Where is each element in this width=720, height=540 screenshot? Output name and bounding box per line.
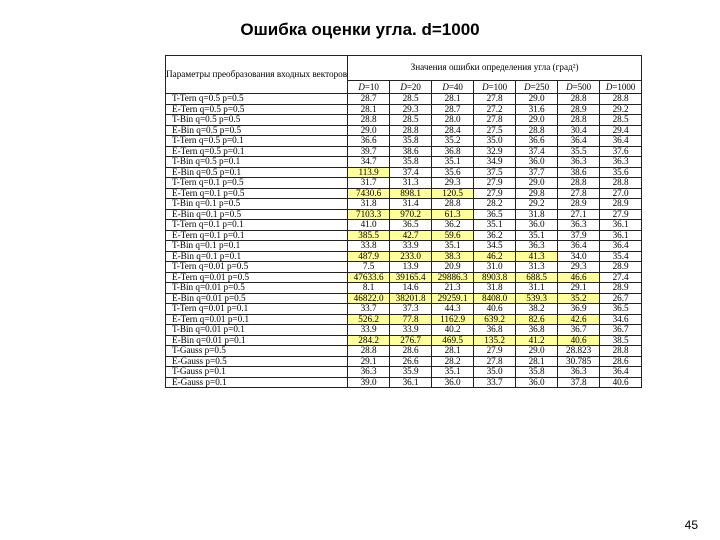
error-cell: 31.6 [516,104,558,115]
error-cell: 28.9 [558,199,600,210]
table-row [166,377,642,388]
error-cell-highlighted: 40.6 [558,335,600,346]
table-row [166,325,642,336]
dimension-value: =40 [448,81,463,92]
error-cell: 28.1 [348,104,390,115]
row-label: T-Tern q=0.1 p=0.5 [166,178,348,189]
table-row [166,314,642,325]
row-label: E-Bin q=0.01 p=0.1 [166,335,348,346]
error-cell: 29.3 [390,104,432,115]
error-cell: 37.8 [558,377,600,388]
error-cell-highlighted: 8408.0 [474,293,516,304]
error-cell: 36.4 [558,136,600,147]
error-cell: 34.9 [474,157,516,168]
error-cell: 36.4 [600,136,642,147]
error-cell: 36.4 [558,241,600,252]
error-cell: 28.8 [600,94,642,105]
error-cell: 36.1 [390,377,432,388]
table-row [166,188,642,199]
row-label: T-Bin q=0.5 p=0.1 [166,157,348,168]
table-row [166,367,642,378]
error-cell: 29.1 [558,283,600,294]
error-cell-highlighted: 135.2 [474,335,516,346]
table-row [166,136,642,147]
error-cell: 28.5 [390,115,432,126]
error-cell: 35.6 [600,167,642,178]
error-cell: 36.1 [600,230,642,241]
error-cell: 36.4 [600,241,642,252]
table-row [166,346,642,357]
error-cell: 35.8 [516,367,558,378]
error-cell-highlighted: 7103.3 [348,209,390,220]
error-cell: 40.6 [474,304,516,315]
error-cell: 34.7 [348,157,390,168]
error-cell: 28.9 [558,104,600,115]
error-cell-highlighted: 970.2 [390,209,432,220]
error-cell: 31.0 [474,262,516,273]
error-cell: 29.3 [432,178,474,189]
error-cell: 30.4 [558,125,600,136]
table-row [166,220,642,231]
table-row [166,356,642,367]
error-cell: 35.9 [390,367,432,378]
error-cell: 35.0 [474,367,516,378]
error-cell: 35.4 [600,251,642,262]
error-cell: 28.4 [432,125,474,136]
table-body [166,94,642,388]
error-cell: 27.9 [474,346,516,357]
error-cell-highlighted: 8903.8 [474,272,516,283]
error-cell: 38.2 [516,304,558,315]
error-cell: 21.3 [432,283,474,294]
error-cell-highlighted: 284.2 [348,335,390,346]
error-cell: 14.6 [390,283,432,294]
error-cell: 33.9 [390,241,432,252]
error-cell: 31.3 [516,262,558,273]
error-cell: 33.9 [348,325,390,336]
error-cell: 26.7 [600,293,642,304]
row-label: E-Bin q=0.01 p=0.5 [166,293,348,304]
error-cell: 28.6 [390,346,432,357]
error-cell: 44.3 [432,304,474,315]
results-table [165,55,642,388]
error-cell: 8.1 [348,283,390,294]
error-cell: 41.0 [348,220,390,231]
error-cell-highlighted: 46822.0 [348,293,390,304]
error-cell: 36.2 [474,230,516,241]
error-cell: 28.7 [348,94,390,105]
error-cell: 30.785 [558,356,600,367]
error-cell: 28.2 [474,199,516,210]
error-cell: 28.8 [390,125,432,136]
table-row [166,125,642,136]
error-cell: 34.6 [600,314,642,325]
page-number: 45 [684,518,698,532]
error-cell: 27.9 [600,209,642,220]
error-cell: 37.4 [390,167,432,178]
error-cell: 27.1 [558,209,600,220]
error-cell: 28.8 [348,346,390,357]
error-cell: 38.5 [600,335,642,346]
dimension-header-cell [600,81,642,94]
error-cell-highlighted: 35.2 [558,293,600,304]
dimension-value: =10 [364,81,379,92]
error-cell-highlighted: 41.2 [516,335,558,346]
error-cell: 28.8 [558,115,600,126]
error-cell-highlighted: 47633.6 [348,272,390,283]
error-cell-highlighted: 487.9 [348,251,390,262]
dimension-header-cell [474,81,516,94]
error-cell: 28.9 [600,199,642,210]
error-cell: 34.0 [558,251,600,262]
error-cell: 36.3 [600,157,642,168]
error-cell: 36.9 [558,304,600,315]
error-cell: 29.2 [516,199,558,210]
error-cell: 27.5 [474,125,516,136]
dimension-value: =100 [488,81,508,92]
table-row [166,283,642,294]
error-cell-highlighted: 59.6 [432,230,474,241]
error-cell-highlighted: 539.3 [516,293,558,304]
error-cell: 28.1 [432,346,474,357]
error-cell: 35.2 [432,136,474,147]
dimension-symbol: D [482,81,489,92]
error-cell: 28.8 [558,178,600,189]
error-cell: 28.8 [600,178,642,189]
table-row [166,241,642,252]
row-label: T-Tern q=0.1 p=0.1 [166,220,348,231]
error-cell: 13.9 [390,262,432,273]
table-row [166,272,642,283]
error-cell: 36.3 [558,367,600,378]
error-cell: 35.8 [390,157,432,168]
table-row [166,209,642,220]
error-cell: 27.8 [474,115,516,126]
error-cell: 28.8 [600,346,642,357]
error-cell: 26.6 [390,356,432,367]
error-cell: 36.0 [516,377,558,388]
error-cell: 28.5 [390,94,432,105]
dimension-header-cell [432,81,474,94]
error-cell-highlighted: 469.5 [432,335,474,346]
error-cell: 35.1 [432,367,474,378]
error-cell: 29.0 [516,94,558,105]
row-label: T-Bin q=0.1 p=0.1 [166,241,348,252]
error-cell: 35.1 [432,241,474,252]
error-cell: 36.0 [516,157,558,168]
error-cell: 33.7 [474,377,516,388]
error-cell: 36.3 [558,157,600,168]
error-cell-highlighted: 898.1 [390,188,432,199]
error-cell: 27.9 [474,178,516,189]
error-cell: 29.3 [558,262,600,273]
error-cell: 27.8 [474,94,516,105]
error-cell: 28.2 [432,356,474,367]
error-cell: 28.6 [600,356,642,367]
row-label: E-Tern q=0.01 p=0.1 [166,314,348,325]
dimension-value: =20 [406,81,421,92]
error-cell: 29.8 [516,188,558,199]
error-cell: 33.9 [390,325,432,336]
error-cell: 36.4 [600,367,642,378]
row-label: E-Bin q=0.5 p=0.5 [166,125,348,136]
error-cell: 28.9 [600,262,642,273]
error-cell: 36.1 [600,220,642,231]
table-row [166,94,642,105]
error-cell-highlighted: 77.8 [390,314,432,325]
row-label: T-Bin q=0.01 p=0.1 [166,325,348,336]
error-cell: 28.8 [432,199,474,210]
row-label: E-Bin q=0.1 p=0.5 [166,209,348,220]
error-cell: 33.8 [348,241,390,252]
error-cell: 37.7 [516,167,558,178]
error-cell: 35.0 [474,136,516,147]
table-row [166,115,642,126]
dimension-symbol: D [400,81,407,92]
error-cell-highlighted: 688.5 [516,272,558,283]
error-cell: 31.7 [348,178,390,189]
row-label: T-Tern q=0.01 p=0.5 [166,262,348,273]
error-cell: 40.6 [600,377,642,388]
error-cell: 29.0 [516,178,558,189]
error-cell: 36.3 [516,241,558,252]
error-cell: 37.5 [474,167,516,178]
error-cell: 36.2 [432,220,474,231]
slide-title: Ошибка оценки угла. d=1000 [240,20,480,39]
error-cell: 28.1 [516,356,558,367]
dimension-symbol: D [524,81,531,92]
error-cell: 35.1 [432,157,474,168]
error-cell: 31.3 [390,178,432,189]
error-cell: 38.6 [390,146,432,157]
error-cell: 35.6 [432,167,474,178]
error-cell: 36.8 [474,325,516,336]
error-cell: 36.3 [558,220,600,231]
row-label: T-Bin q=0.5 p=0.5 [166,115,348,126]
error-cell: 31.8 [474,283,516,294]
error-cell: 29.1 [348,356,390,367]
dimension-header-cell [390,81,432,94]
error-cell: 36.0 [432,377,474,388]
error-cell: 28.0 [432,115,474,126]
error-cell: 36.8 [516,325,558,336]
error-cell: 28.1 [432,94,474,105]
dimension-header-cell [516,81,558,94]
error-cell-highlighted: 61.3 [432,209,474,220]
error-cell: 27.9 [474,188,516,199]
dimension-header-cell [558,81,600,94]
error-cell: 35.5 [558,146,600,157]
row-label: E-Bin q=0.5 p=0.1 [166,167,348,178]
row-label: T-Gauss p=0.5 [166,346,348,357]
error-cell: 28.9 [600,283,642,294]
row-label: T-Tern q=0.01 p=0.1 [166,304,348,315]
row-label: T-Gauss p=0.1 [166,367,348,378]
error-cell-highlighted: 1162.9 [432,314,474,325]
table-row [166,146,642,157]
error-cell-highlighted: 276.7 [390,335,432,346]
error-cell: 7.5 [348,262,390,273]
table-row [166,157,642,168]
error-cell: 37.6 [600,146,642,157]
row-label: T-Bin q=0.1 p=0.5 [166,199,348,210]
header-params: Параметры преобразования входных векторов [166,56,348,94]
error-cell-highlighted: 42.7 [390,230,432,241]
dimension-symbol: D [566,81,573,92]
header-values: Значения ошибки определения угла (град²) [348,56,642,81]
dimension-value: =500 [572,81,592,92]
error-cell-highlighted: 7430.6 [348,188,390,199]
error-cell: 36.5 [390,220,432,231]
row-label: T-Bin q=0.01 p=0.5 [166,283,348,294]
table-row [166,251,642,262]
error-cell: 27.8 [558,188,600,199]
error-cell: 27.2 [474,104,516,115]
row-label: E-Tern q=0.5 p=0.5 [166,104,348,115]
table-row [166,335,642,346]
error-cell: 27.8 [474,356,516,367]
row-label: E-Tern q=0.1 p=0.1 [166,230,348,241]
error-cell-highlighted: 82.6 [516,314,558,325]
error-cell: 31.8 [348,199,390,210]
error-cell: 34.5 [474,241,516,252]
error-cell: 28.8 [516,125,558,136]
error-cell: 35.1 [516,230,558,241]
error-cell-highlighted: 120.5 [432,188,474,199]
error-cell-highlighted: 38201.8 [390,293,432,304]
row-label: E-Gauss p=0.1 [166,377,348,388]
error-cell: 31.8 [516,209,558,220]
table-row [166,262,642,273]
error-cell: 37.9 [558,230,600,241]
table-header-row [166,56,642,81]
error-cell-highlighted: 46.2 [474,251,516,262]
row-label: T-Tern q=0.5 p=0.1 [166,136,348,147]
error-cell-highlighted: 29259.1 [432,293,474,304]
results-table-container [165,55,642,388]
table-row [166,230,642,241]
row-label: E-Gauss p=0.5 [166,356,348,367]
error-cell: 36.6 [348,136,390,147]
error-cell-highlighted: 38.3 [432,251,474,262]
error-cell: 33.7 [348,304,390,315]
error-cell: 27.4 [600,272,642,283]
dimension-header-cell [348,81,390,94]
error-cell-highlighted: 385.5 [348,230,390,241]
error-cell: 29.2 [600,104,642,115]
error-cell: 28.7 [432,104,474,115]
error-cell-highlighted: 526.2 [348,314,390,325]
error-cell: 36.5 [600,304,642,315]
error-cell: 36.8 [432,146,474,157]
error-cell: 32.9 [474,146,516,157]
table-row [166,304,642,315]
error-cell-highlighted: 113.9 [348,167,390,178]
error-cell: 20.9 [432,262,474,273]
dimension-value: =1000 [612,81,636,92]
error-cell: 39.7 [348,146,390,157]
error-cell: 35.8 [390,136,432,147]
error-cell-highlighted: 639.2 [474,314,516,325]
error-cell: 36.0 [516,220,558,231]
error-cell: 27.0 [600,188,642,199]
table-row [166,104,642,115]
error-cell: 28.823 [558,346,600,357]
error-cell: 31.1 [516,283,558,294]
error-cell-highlighted: 42.6 [558,314,600,325]
error-cell: 36.7 [558,325,600,336]
error-cell-highlighted: 29886.3 [432,272,474,283]
error-cell: 36.7 [600,325,642,336]
error-cell: 28.5 [600,115,642,126]
row-label: E-Bin q=0.1 p=0.1 [166,251,348,262]
dimension-symbol: D [605,81,613,92]
error-cell: 36.3 [348,367,390,378]
error-cell: 39.0 [348,377,390,388]
row-label: E-Tern q=0.1 p=0.5 [166,188,348,199]
error-cell: 31.4 [390,199,432,210]
row-label: T-Tern q=0.5 p=0.5 [166,94,348,105]
error-cell: 29.0 [516,115,558,126]
table-row [166,293,642,304]
dimension-symbol: D [358,81,365,92]
error-cell: 36.5 [474,209,516,220]
error-cell-highlighted: 39165.4 [390,272,432,283]
error-cell: 38.6 [558,167,600,178]
dimension-symbol: D [442,81,449,92]
row-label: E-Tern q=0.5 p=0.1 [166,146,348,157]
error-cell-highlighted: 233.0 [390,251,432,262]
table-row [166,178,642,189]
error-cell: 37.4 [516,146,558,157]
error-cell: 29.4 [600,125,642,136]
table-row [166,167,642,178]
error-cell-highlighted: 46.6 [558,272,600,283]
row-label: E-Tern q=0.01 p=0.5 [166,272,348,283]
error-cell-highlighted: 41.3 [516,251,558,262]
error-cell: 40.2 [432,325,474,336]
error-cell: 29.0 [516,346,558,357]
dimension-value: =250 [530,81,550,92]
error-cell: 36.6 [516,136,558,147]
error-cell: 29.0 [348,125,390,136]
error-cell: 37.3 [390,304,432,315]
table-row [166,199,642,210]
error-cell: 28.8 [348,115,390,126]
error-cell: 35.1 [474,220,516,231]
error-cell: 28.8 [558,94,600,105]
